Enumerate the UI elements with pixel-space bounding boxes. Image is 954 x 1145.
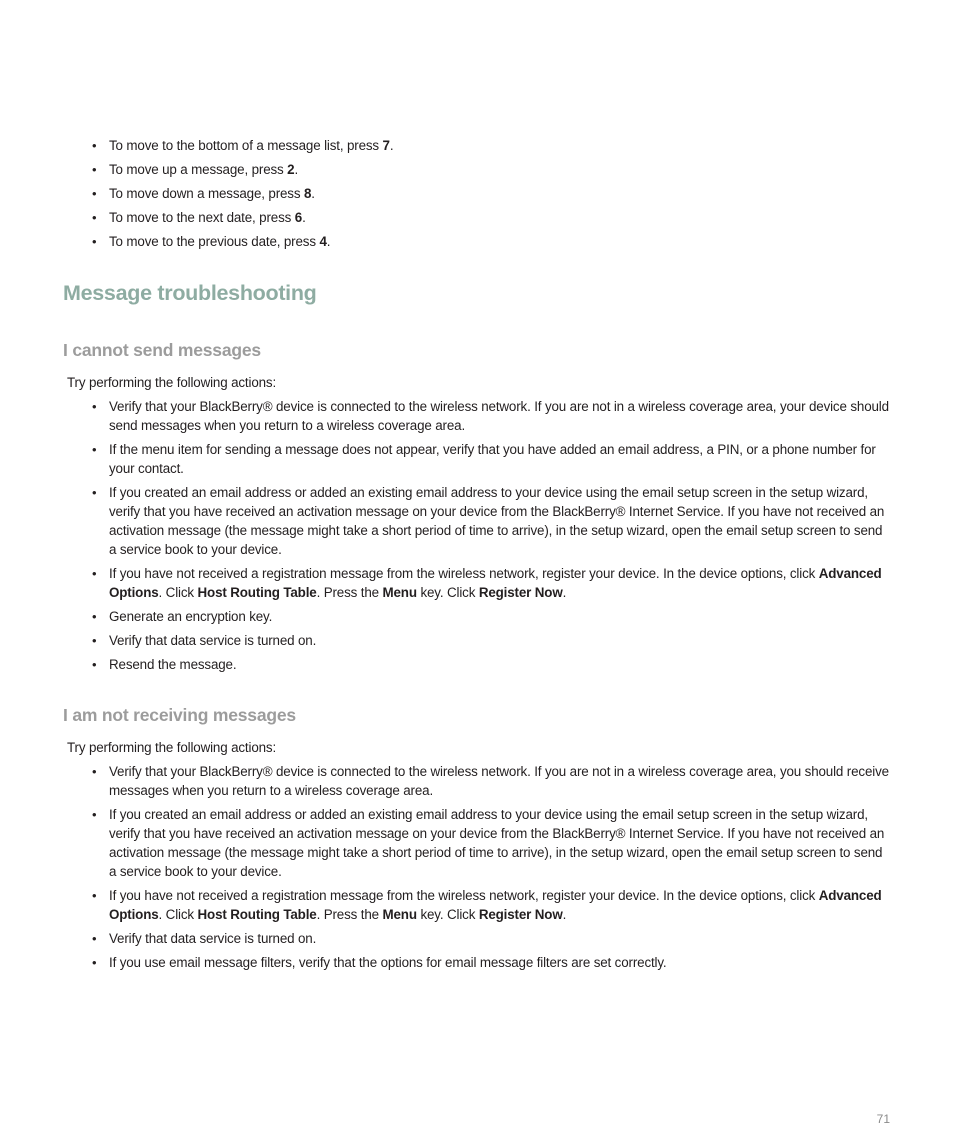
list-item: [91, 607, 893, 626]
register-text: If you have not received a registration message from the wireless network, register your device. In the device options, click: [109, 566, 819, 581]
register-text: .: [562, 907, 567, 922]
list-item-text: Verify that data service is turned on.: [109, 931, 317, 946]
tip-text: To move up a message, press: [109, 162, 288, 177]
register-text: .: [562, 585, 567, 600]
list-item-text: Verify that data service is turned on.: [109, 633, 317, 648]
register-bold-text: Advanced Options: [109, 566, 882, 600]
list-item: [91, 655, 893, 674]
tip-end: .: [326, 234, 331, 249]
list-item: [91, 184, 911, 203]
list-item: [91, 232, 911, 251]
list-item: [91, 160, 911, 179]
register-bold-text: Register Now: [478, 907, 563, 922]
list-item: [91, 564, 893, 602]
list-item-text: If the menu item for sending a message does not appear, verify that you have added an email address, a PIN, or a phone number for your contact.: [109, 442, 876, 476]
tip-end: .: [311, 186, 315, 201]
not-receiving-intro: Try performing the following actions:: [67, 740, 277, 755]
tip-text: To move to the previous date, press: [109, 234, 320, 249]
tip-key: 2: [287, 162, 295, 177]
register-text: . Click: [158, 907, 198, 922]
register-text: key. Click: [416, 585, 479, 600]
tip-key: 8: [303, 186, 312, 201]
list-item: [91, 886, 893, 924]
register-bold-text: Advanced Options: [109, 888, 882, 922]
tip-key: 4: [319, 234, 327, 249]
list-item-text: If you created an email address or added an existing email address to your device using the email setup screen in the setup wizard, verify that you have received an activation message on your device from the BlackBerry® Internet Service. If you have not received an activation message (the message might take a short period of time to arrive), in the setup wizard, open the email setup screen to send a service book to your device.: [109, 807, 885, 879]
register-text: key. Click: [416, 907, 479, 922]
cannot-send-heading: I cannot send messages: [63, 340, 261, 360]
not-receiving-actions-list: [91, 762, 893, 977]
list-item-text: If you use email message filters, verify that the options for email message filters are set correctly.: [109, 955, 667, 970]
register-bold-text: Host Routing Table: [197, 585, 317, 600]
list-item-text: Generate an encryption key.: [109, 609, 273, 624]
tip-key: 6: [294, 210, 303, 225]
list-item: [91, 397, 893, 435]
register-text: . Press the: [316, 585, 383, 600]
list-item-text: Resend the message.: [109, 657, 237, 672]
register-bold-text: Register Now: [478, 585, 563, 600]
list-item: [91, 440, 893, 478]
tip-text: To move down a message, press: [109, 186, 304, 201]
tip-key: 7: [382, 138, 390, 153]
register-bold-text: Menu: [382, 585, 417, 600]
tip-end: .: [294, 162, 299, 177]
list-item: [91, 805, 893, 881]
list-item: [91, 631, 893, 650]
register-text: If you have not received a registration message from the wireless network, register your device. In the device options, click: [109, 888, 819, 903]
list-item: [91, 762, 893, 800]
list-item: [91, 483, 893, 559]
list-item-text: If you created an email address or added an existing email address to your device using the email setup screen in the setup wizard, verify that you have received an activation message on your device from the BlackBerry® Internet Service. If you have not received an activation message (the message might take a short period of time to arrive), in the setup wizard, open the email setup screen to send a service book to your device.: [109, 485, 885, 557]
cannot-send-actions-list: [91, 397, 893, 679]
list-item: [91, 953, 893, 972]
tip-text: To move to the next date, press: [109, 210, 295, 225]
not-receiving-heading: I am not receiving messages: [63, 705, 296, 725]
cannot-send-intro: Try performing the following actions:: [67, 375, 277, 390]
tip-text: To move to the bottom of a message list, press: [109, 138, 383, 153]
register-text: . Press the: [316, 907, 383, 922]
section-title: Message troubleshooting: [63, 281, 317, 305]
register-text: . Click: [158, 585, 198, 600]
navigation-tips-list: [91, 136, 911, 256]
list-item-text: Verify that your BlackBerry® device is connected to the wireless network. If you are not in a wireless coverage area, you should receive messages when you return to a wireless coverage area.: [109, 764, 889, 798]
list-item: [91, 208, 911, 227]
page-number: 71: [876, 1112, 890, 1126]
list-item: [91, 929, 893, 948]
list-item: [91, 136, 911, 155]
list-item-text: Verify that your BlackBerry® device is connected to the wireless network. If you are not in a wireless coverage area, your device should send messages when you return to a wireless coverage area.: [109, 399, 889, 433]
tip-end: .: [302, 210, 306, 225]
register-bold-text: Menu: [382, 907, 417, 922]
tip-end: .: [389, 138, 394, 153]
register-bold-text: Host Routing Table: [197, 907, 317, 922]
